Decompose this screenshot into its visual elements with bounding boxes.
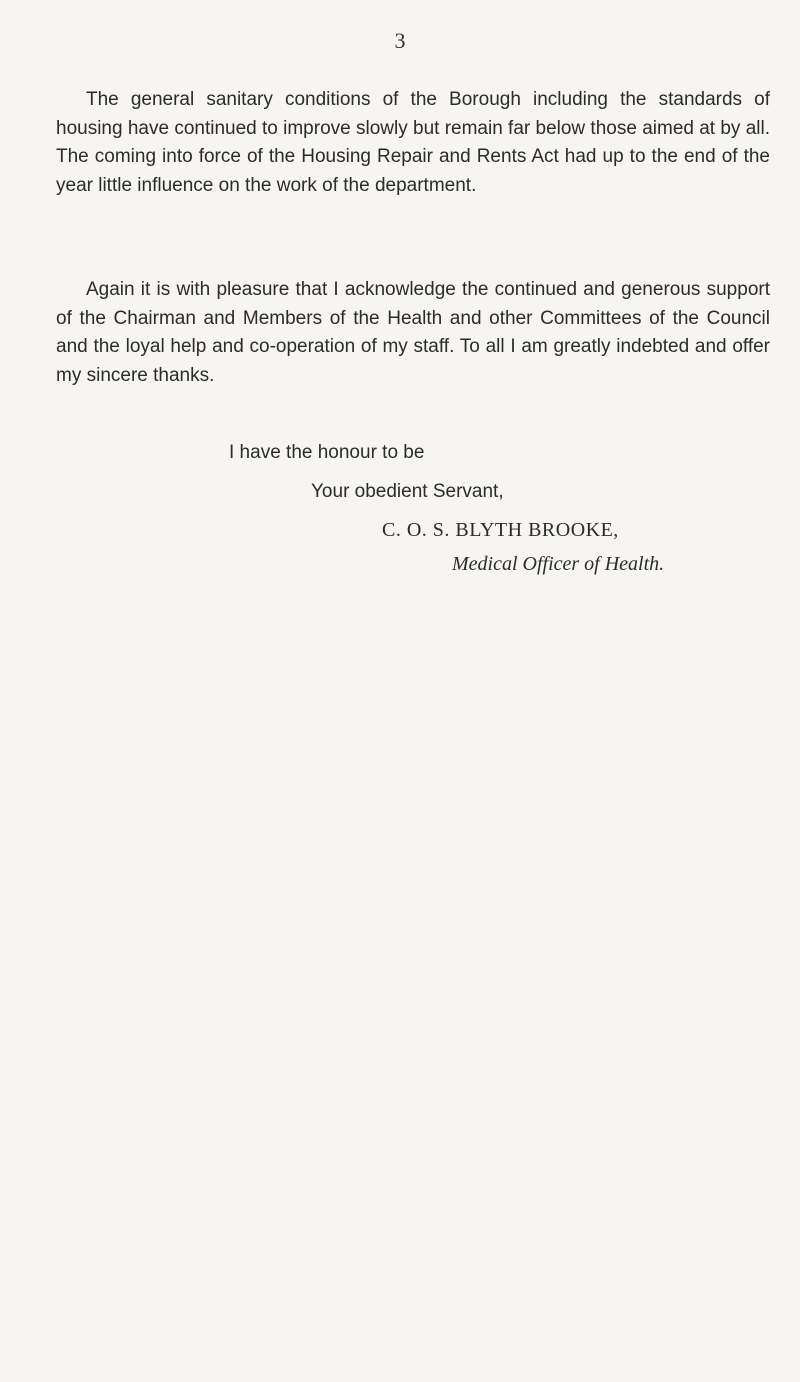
paragraph-acknowledgement: Again it is with pleasure that I acknowledge the continued and generous support of the Chairman and Members of the Health and other Committees of the Council and the loyal help and co-operation of my staff. To all I am greatly indebted and offer my sincere thanks.	[56, 279, 770, 386]
closing-honour-line: I have the honour to be	[229, 442, 425, 463]
closing-servant-line: Your obedient Servant,	[311, 481, 504, 502]
page-number: 3	[394, 28, 406, 53]
signatory-title: Medical Officer of Health.	[452, 553, 665, 575]
signatory-name: C. O. S. BLYTH BROOKE,	[382, 519, 619, 541]
paragraph-sanitary-conditions: The general sanitary conditions of the Borough including the standards of housing have continued to improve slowly but remain far below those aimed at by all. The coming into force of the Housing Repair and Rents Act had up to the end of the year little influence on the work of the department.	[56, 89, 770, 196]
